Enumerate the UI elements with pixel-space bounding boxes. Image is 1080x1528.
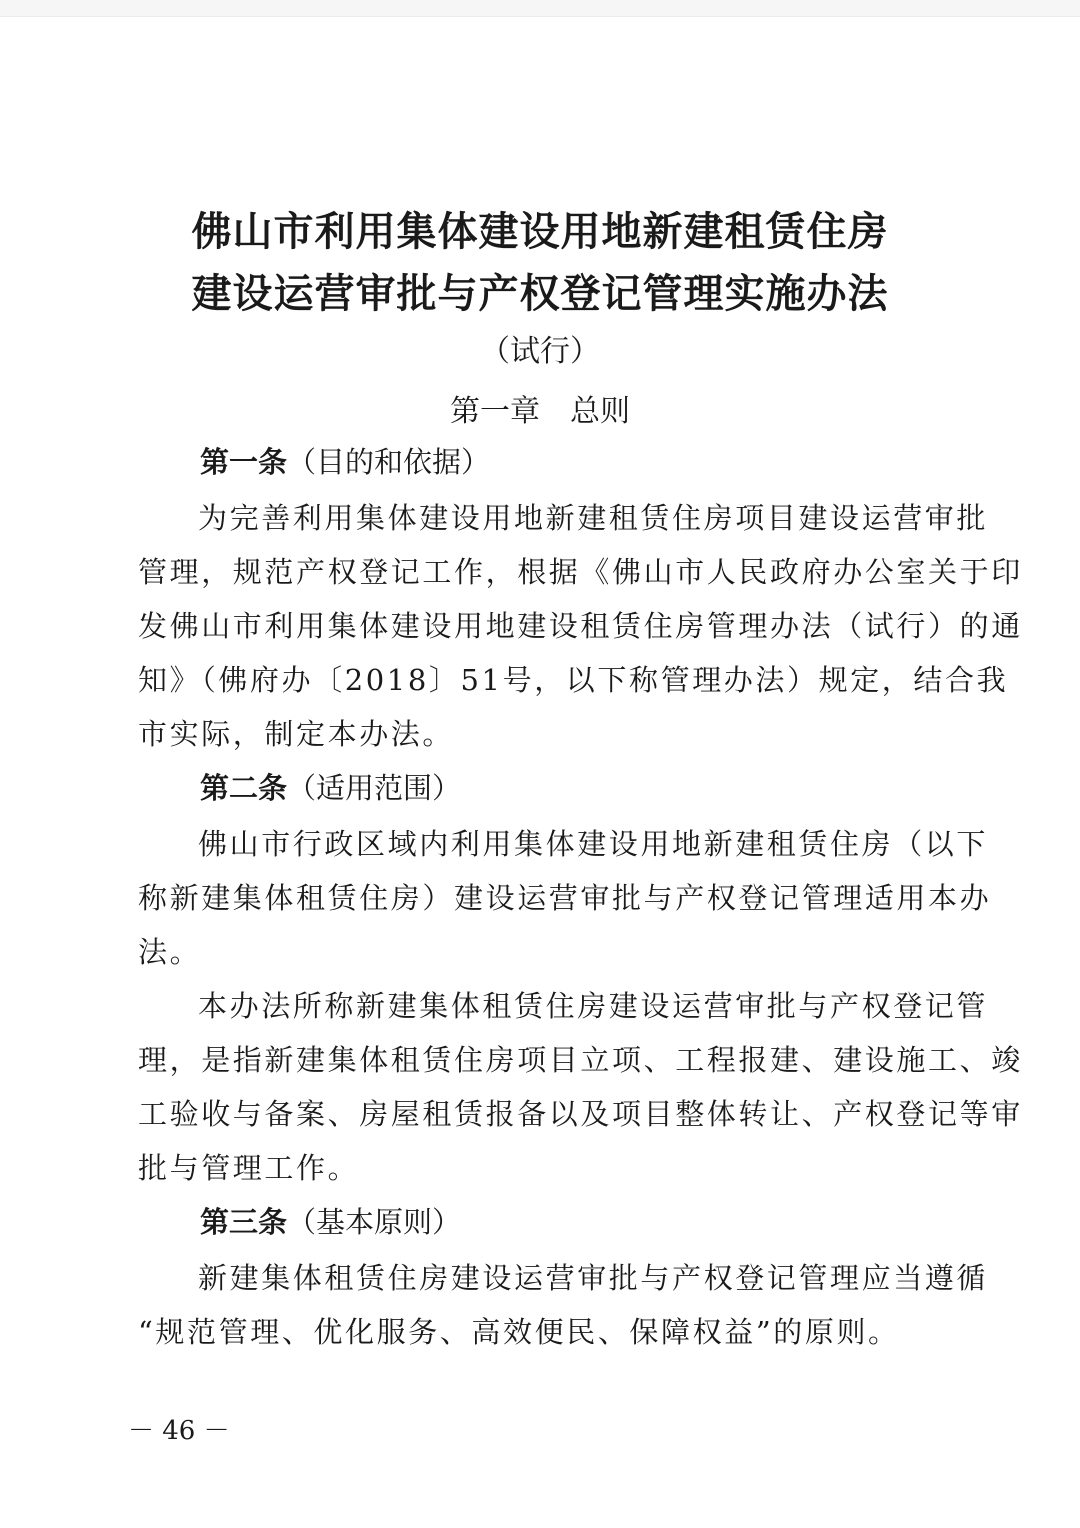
article-3-heading	[200, 1200, 461, 1241]
article-3-line: 新建集体租赁住房建设运营审批与产权登记管理应当遵循	[198, 1261, 989, 1295]
article-2-line: 批与管理工作。	[138, 1151, 360, 1185]
article-2-title: （适用范围）	[287, 771, 462, 805]
article-1-line: 知》（佛府办〔2018〕51号，以下称管理办法）规定，结合我	[138, 663, 1009, 697]
article-1-line: 市实际，制定本办法。	[138, 717, 455, 751]
page-number: － 46 －	[128, 1416, 230, 1446]
document-title-line-1: 佛山市利用集体建设用地新建租赁住房	[191, 208, 889, 255]
article-1-line: 为完善利用集体建设用地新建租赁住房项目建设运营审批	[198, 501, 989, 535]
chapter-heading: 第一章 总则	[450, 394, 630, 429]
article-1-heading	[200, 440, 490, 481]
article-3-line: “规范管理、优化服务、高效便民、保障权益”的原则。	[138, 1315, 900, 1349]
article-2-number: 第二条	[200, 771, 288, 805]
article-2-heading	[200, 766, 461, 807]
article-3-title: （基本原则）	[287, 1205, 462, 1239]
article-3-number: 第三条	[200, 1205, 288, 1239]
article-1-line: 发佛山市利用集体建设用地建设租赁住房管理办法（试行）的通	[138, 609, 1023, 643]
document-title-line-2: 建设运营审批与产权登记管理实施办法	[191, 270, 889, 317]
article-1-number: 第一条	[200, 445, 288, 479]
article-2-line: 本办法所称新建集体租赁住房建设运营审批与产权登记管	[198, 989, 989, 1023]
article-1-title: （目的和依据）	[287, 445, 491, 479]
article-2-line: 理，是指新建集体租赁住房项目立项、工程报建、建设施工、竣	[138, 1043, 1023, 1077]
article-2-line: 法。	[138, 935, 202, 969]
article-2-line: 称新建集体租赁住房）建设运营审批与产权登记管理适用本办	[138, 881, 992, 915]
article-2-line: 佛山市行政区域内利用集体建设用地新建租赁住房（以下	[198, 827, 989, 861]
article-1-line: 管理，规范产权登记工作，根据《佛山市人民政府办公室关于印	[138, 555, 1023, 589]
article-2-line: 工验收与备案、房屋租赁报备以及项目整体转让、产权登记等审	[138, 1097, 1023, 1131]
scan-top-edge	[0, 0, 1080, 17]
document-subtitle: （试行）	[480, 334, 600, 369]
